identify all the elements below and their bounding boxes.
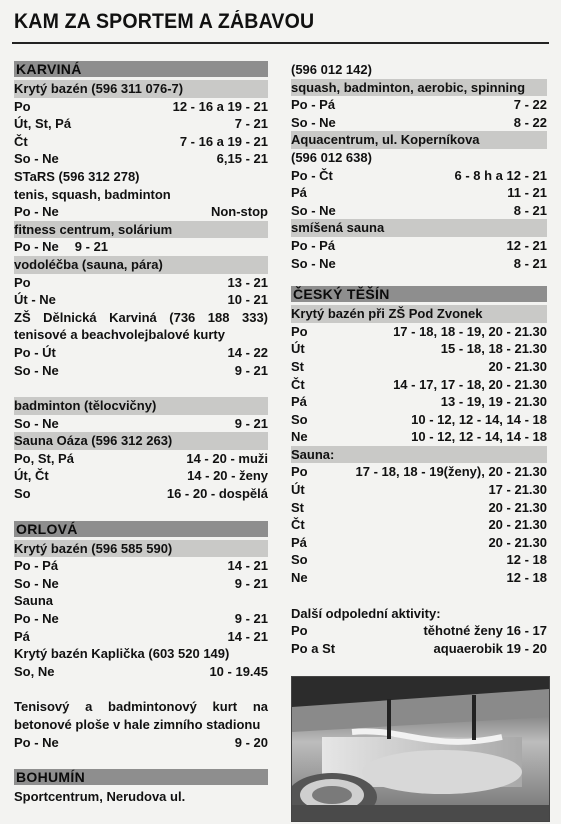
- schedule-days: Po, St, Pá: [14, 450, 74, 466]
- schedule-row: [14, 238, 268, 256]
- schedule-days: So - Ne: [14, 151, 59, 167]
- schedule-hours: 20 - 21.30: [488, 534, 547, 550]
- schedule-row: [291, 640, 547, 658]
- indoor-pool-photo: [291, 676, 550, 822]
- schedule-hours: 12 - 16 a 19 - 21: [172, 98, 268, 114]
- schedule-hours: 14 - 22: [227, 344, 268, 360]
- schedule-hours: 20 - 21.30: [488, 499, 547, 515]
- schedule-days: So: [14, 486, 31, 502]
- schedule-hours: 10 - 12, 12 - 14, 14 - 18: [411, 411, 547, 427]
- schedule-hours: 13 - 19, 19 - 21.30: [440, 394, 547, 410]
- schedule-row: [291, 237, 547, 255]
- schedule-days: Po: [291, 623, 308, 639]
- schedule-hours: 14 - 17, 17 - 18, 20 - 21.30: [393, 376, 547, 392]
- schedule-row: [291, 323, 547, 341]
- schedule-row: [14, 557, 268, 575]
- schedule-row: [291, 358, 547, 376]
- schedule-hours: 13 - 21: [227, 274, 268, 290]
- right-column: [291, 61, 547, 657]
- schedule-days: Po - Pá: [14, 558, 59, 574]
- schedule-row: [14, 344, 268, 362]
- facility-heading: Sauna: [14, 593, 54, 609]
- schedule-days: Po - Ne: [14, 611, 59, 627]
- schedule-hours: 8 - 21: [513, 202, 547, 218]
- schedule-days: So - Ne: [14, 415, 59, 431]
- schedule-row: [291, 551, 547, 569]
- schedule-hours: 6 - 8 h a 12 - 21: [454, 167, 547, 183]
- schedule-row: [291, 499, 547, 517]
- schedule-hours: 7 - 22: [513, 97, 547, 113]
- schedule-row: [14, 203, 268, 221]
- spacer: [14, 503, 268, 521]
- schedule-days: Pá: [14, 628, 30, 644]
- schedule-hours: 10 - 21: [227, 292, 268, 308]
- schedule-hours: 20 - 21.30: [488, 358, 547, 374]
- schedule-days: Čt: [291, 376, 305, 392]
- schedule-hours: 14 - 20 - muži: [186, 450, 268, 466]
- schedule-hours: 7 - 16 a 19 - 21: [179, 133, 268, 149]
- schedule-hours: 17 - 21.30: [488, 482, 547, 498]
- section-header: KARVINÁ: [14, 61, 268, 77]
- schedule-hours: 16 - 20 - dospělá: [166, 486, 268, 502]
- schedule-row: [291, 534, 547, 552]
- schedule-row: [14, 467, 268, 485]
- schedule-row: [291, 481, 547, 499]
- section-header: ČESKÝ TĚŠÍN: [291, 286, 547, 302]
- schedule-days: Út - Ne: [14, 292, 56, 308]
- facility-heading: ZŠ Dělnická Karviná (736 188 333) tenisové a beachvolejbalové kurty: [14, 309, 268, 343]
- schedule-days: Út, Čt: [14, 468, 49, 484]
- schedule-row: [291, 340, 547, 358]
- schedule-row: [14, 98, 268, 116]
- schedule-row: [14, 663, 268, 681]
- schedule-days: Pá: [291, 394, 307, 410]
- schedule-days: So - Ne: [14, 575, 59, 591]
- schedule-hours: 9 - 20: [234, 734, 268, 750]
- facility-heading: Krytý bazén při ZŠ Pod Zvonek: [291, 305, 547, 323]
- schedule-row: [14, 610, 268, 628]
- spacer: [14, 751, 268, 769]
- schedule-row: [291, 184, 547, 202]
- schedule-days: Po - Ne: [14, 734, 59, 750]
- facility-heading: Další odpolední aktivity:: [291, 605, 441, 621]
- schedule-days: So: [291, 552, 308, 568]
- schedule-days: Ne: [291, 570, 308, 586]
- facility-heading: (596 012 142): [291, 62, 372, 77]
- schedule-row: [14, 628, 268, 646]
- schedule-hours: 20 - 21.30: [488, 517, 547, 533]
- facility-heading: squash, badminton, aerobic, spinning: [291, 79, 547, 97]
- schedule-row: [14, 485, 268, 503]
- schedule-days: Po: [291, 323, 308, 339]
- schedule-row: [291, 96, 547, 114]
- facility-heading: Krytý bazén (596 585 590): [14, 540, 268, 558]
- schedule-days: So: [291, 411, 308, 427]
- schedule-row: [291, 167, 547, 185]
- facility-heading: Sauna:: [291, 446, 547, 464]
- schedule-days: St: [291, 499, 304, 515]
- schedule-row: [291, 376, 547, 394]
- schedule-days: Pá: [291, 185, 307, 201]
- schedule-hours: 9 - 21: [234, 611, 268, 627]
- spacer: [291, 587, 547, 605]
- schedule-row: [291, 202, 547, 220]
- schedule-hours: 9 - 21: [234, 415, 268, 431]
- schedule-hours: 15 - 18, 18 - 21.30: [440, 341, 547, 357]
- schedule-hours: 14 - 21: [227, 628, 268, 644]
- schedule-row: [14, 450, 268, 468]
- schedule-days: Út: [291, 341, 305, 357]
- schedule-row: [291, 428, 547, 446]
- schedule-hours: 7 - 21: [234, 116, 268, 132]
- facility-heading: vodoléčba (sauna, pára): [14, 256, 268, 274]
- schedule-days: Po - Pá: [291, 97, 336, 113]
- schedule-days: St: [291, 358, 304, 374]
- schedule-hours: 10 - 19.45: [209, 663, 268, 679]
- facility-heading: Krytý bazén Kaplička (603 520 149): [14, 646, 230, 662]
- facility-heading: Tenisový a badmintonový kurt na betonové ploše v hale zimního stadionu: [14, 699, 268, 732]
- schedule-hours: 11 - 21: [507, 185, 547, 201]
- schedule-hours: 14 - 20 - ženy: [187, 468, 268, 484]
- schedule-days: Út: [291, 482, 305, 498]
- facility-heading: tenis, squash, badminton: [14, 186, 171, 202]
- facility-heading: smíšená sauna: [291, 219, 547, 237]
- schedule-hours: Non-stop: [210, 204, 268, 220]
- schedule-hours: 6,15 - 21: [216, 151, 268, 167]
- schedule-hours: 14 - 21: [227, 558, 268, 574]
- facility-heading: Sportcentrum, Nerudova ul.: [14, 789, 186, 805]
- facility-heading: Aquacentrum, ul. Koperníkova: [291, 131, 547, 149]
- schedule-hours: 9 - 21: [234, 575, 268, 591]
- facility-heading: (596 012 638): [291, 149, 372, 165]
- page-title: KAM ZA SPORTEM A ZÁBAVOU: [14, 10, 315, 33]
- schedule-hours: 9 - 21: [234, 362, 268, 378]
- schedule-row: [291, 569, 547, 587]
- schedule-hours: 17 - 18, 18 - 19(ženy), 20 - 21.30: [355, 464, 547, 480]
- section-header: ORLOVÁ: [14, 521, 268, 537]
- schedule-hours: aquaerobik 19 - 20: [433, 640, 547, 656]
- schedule-row: [14, 734, 268, 752]
- schedule-hours: 12 - 21: [506, 237, 547, 253]
- spacer: [14, 680, 268, 698]
- schedule-row: [14, 415, 268, 433]
- schedule-row: [14, 291, 268, 309]
- schedule-days: So - Ne: [14, 362, 59, 378]
- schedule-row: [14, 115, 268, 133]
- schedule-hours: 12 - 18: [506, 570, 547, 586]
- schedule-row: [291, 255, 547, 273]
- schedule-hours: 17 - 18, 18 - 19, 20 - 21.30: [393, 323, 547, 339]
- schedule-days: Po - Ne: [14, 204, 59, 220]
- schedule-days: Po: [14, 98, 31, 114]
- schedule-days: Po: [291, 464, 308, 480]
- spacer: [291, 272, 547, 286]
- schedule-days: Po - Pá: [291, 237, 336, 253]
- schedule-days: Po - Út: [14, 344, 56, 360]
- title-rule: [12, 42, 549, 44]
- schedule-hours: 8 - 21: [513, 255, 547, 271]
- schedule-hours: 10 - 12, 12 - 14, 14 - 18: [411, 429, 547, 445]
- schedule-days: Út, St, Pá: [14, 116, 72, 132]
- schedule-row: [14, 362, 268, 380]
- schedule-days: Po: [14, 274, 31, 290]
- schedule-row: [291, 463, 547, 481]
- schedule-days: Pá: [291, 534, 307, 550]
- facility-heading: Sauna Oáza (596 312 263): [14, 432, 268, 450]
- section-header: BOHUMÍN: [14, 769, 268, 785]
- schedule-row: [291, 114, 547, 132]
- spacer: [14, 379, 268, 397]
- schedule-days: Po a St: [291, 640, 336, 656]
- schedule-row: [14, 133, 268, 151]
- schedule-days: Po - Ne: [14, 239, 59, 255]
- schedule-days: So - Ne: [291, 202, 336, 218]
- schedule-row: [14, 150, 268, 168]
- schedule-days: So - Ne: [291, 255, 336, 271]
- schedule-row: [14, 274, 268, 292]
- schedule-row: [14, 575, 268, 593]
- schedule-hours: těhotné ženy 16 - 17: [423, 623, 547, 639]
- schedule-days: Po - Čt: [291, 167, 333, 183]
- facility-heading: badminton (tělocvičny): [14, 397, 268, 415]
- schedule-hours: 9 - 21: [74, 239, 109, 255]
- schedule-row: [291, 516, 547, 534]
- schedule-days: Čt: [291, 517, 305, 533]
- schedule-row: [291, 411, 547, 429]
- facility-heading: Krytý bazén (596 311 076-7): [14, 80, 268, 98]
- facility-heading: fitness centrum, solárium: [14, 221, 268, 239]
- schedule-hours: 12 - 18: [506, 552, 547, 568]
- schedule-hours: 8 - 22: [513, 114, 547, 130]
- schedule-days: So - Ne: [291, 114, 336, 130]
- schedule-days: So, Ne: [14, 663, 55, 679]
- schedule-days: Ne: [291, 429, 308, 445]
- schedule-days: Čt: [14, 133, 28, 149]
- schedule-row: [291, 393, 547, 411]
- facility-heading: STaRS (596 312 278): [14, 168, 140, 184]
- left-column: [14, 61, 268, 806]
- schedule-row: [291, 622, 547, 640]
